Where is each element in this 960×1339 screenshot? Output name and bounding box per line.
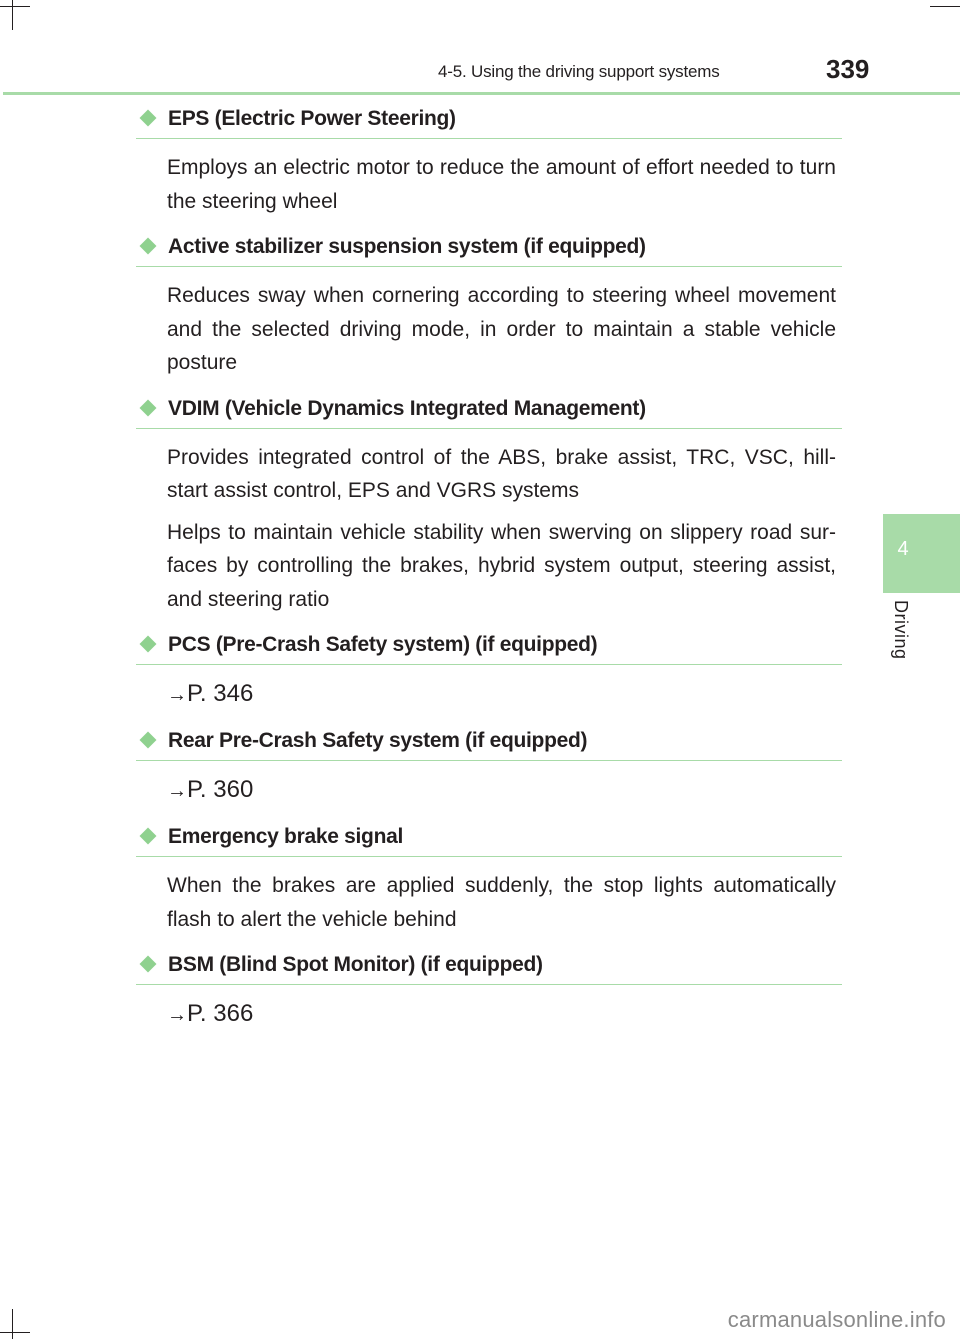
page-reference-link[interactable]: P. 360 (187, 776, 254, 803)
crop-mark-bottom-left-v (12, 1309, 13, 1339)
page-content (136, 100, 842, 1042)
section-heading (136, 626, 842, 665)
diamond-bullet-icon (140, 110, 157, 127)
page-reference-link[interactable]: P. 366 (187, 1000, 254, 1027)
right-arrow-icon: → (167, 1004, 187, 1026)
page-reference (167, 773, 836, 808)
section-paragraph: Helps to maintain vehicle stability when swerving on slippery road sur-faces by controlling the brakes, hybrid system output, steering assist, and steering ratio (167, 520, 836, 611)
section-emergency-brake-signal (136, 818, 842, 946)
section-rear-pcs (136, 722, 842, 818)
right-arrow-icon: → (167, 780, 187, 802)
section-heading (136, 818, 842, 857)
page-reference (167, 997, 836, 1032)
watermark: carmanualsonline.info (727, 1307, 946, 1332)
section-title: Rear Pre-Crash Safety system (if equipped) (168, 729, 588, 752)
diamond-bullet-icon (140, 732, 157, 749)
section-heading (136, 390, 842, 429)
header-rule (3, 92, 960, 95)
section-eps (136, 100, 842, 228)
crop-mark-bottom-left-h (0, 1332, 30, 1333)
section-body (136, 267, 842, 390)
section-active-stabilizer (136, 228, 842, 390)
section-heading (136, 228, 842, 267)
crop-mark-top-left-h (0, 6, 30, 7)
section-title: BSM (Blind Spot Monitor) (if equipped) (168, 953, 543, 976)
chapter-tab-number: 4 (897, 538, 909, 560)
section-title: Emergency brake signal (168, 825, 404, 848)
page-reference (167, 677, 836, 712)
section-heading (136, 100, 842, 139)
section-title: Active stabilizer suspension system (if equipped) (168, 235, 646, 258)
right-arrow-icon: → (167, 684, 187, 706)
section-body (136, 429, 842, 627)
section-body (136, 985, 842, 1042)
section-body (136, 665, 842, 722)
section-pcs (136, 626, 842, 722)
diamond-bullet-icon (140, 828, 157, 845)
diamond-bullet-icon (140, 636, 157, 653)
diamond-bullet-icon (140, 238, 157, 255)
section-body (136, 761, 842, 818)
section-title: VDIM (Vehicle Dynamics Integrated Management) (168, 396, 646, 420)
section-title: EPS (Electric Power Steering) (168, 107, 456, 130)
section-title: PCS (Pre-Crash Safety system) (if equipped) (168, 633, 598, 656)
section-paragraph: Reduces sway when cornering according to steering wheel movement and the selected driving mode, in order to maintain a stable vehicle posture (167, 284, 836, 374)
section-heading (136, 722, 842, 761)
crop-mark-top-right-h (930, 6, 960, 7)
section-vdim (136, 390, 842, 627)
section-paragraph: Provides integrated control of the ABS, brake assist, TRC, VSC, hill-start assist control, EPS and VGRS systems (167, 445, 836, 502)
chapter-tab-label: Driving (891, 600, 911, 660)
page-reference-link[interactable]: P. 346 (187, 680, 254, 707)
chapter-tab (883, 514, 960, 593)
section-paragraph: Employs an electric motor to reduce the amount of effort needed to turn the steering wheel (167, 156, 836, 213)
running-header-section: 4-5. Using the driving support systems (438, 62, 720, 81)
section-bsm (136, 946, 842, 1042)
page-number: 339 (826, 54, 870, 84)
section-heading (136, 946, 842, 985)
diamond-bullet-icon (140, 956, 157, 973)
crop-mark-top-left-v (12, 0, 13, 30)
diamond-bullet-icon (140, 399, 157, 416)
section-paragraph: When the brakes are applied suddenly, the stop lights automatically flash to alert the vehicle behind (167, 874, 836, 931)
section-body (136, 139, 842, 228)
section-body (136, 857, 842, 946)
